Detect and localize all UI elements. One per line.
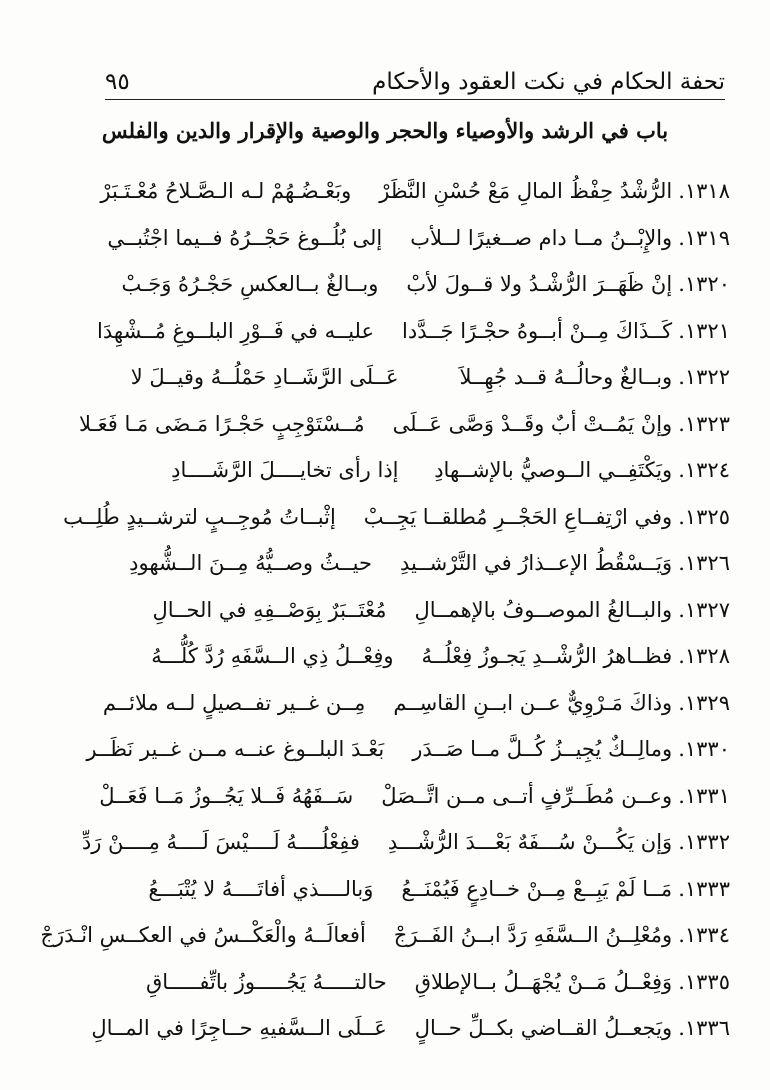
verse-list bbox=[40, 168, 730, 1052]
verse-second-hemistich: حيــثُ وصــيُّهُ مِــنَ الــشُّهودِ bbox=[129, 551, 372, 576]
chapter-title: باب في الرشد والأوصياء والحجر والوصية والإقرار والدين والفلس bbox=[101, 118, 669, 143]
page-number: ٩٥ bbox=[105, 69, 130, 95]
verse-line bbox=[95, 633, 730, 680]
verse-second-hemistich: بَعْـدَ البلــوغ عنــه مــن غــير نَظَــر bbox=[86, 737, 385, 762]
verse-first-text: الرُّشْدُ حِفْظُ المالِ مَعْ حُسْنِ النَّظَرْ bbox=[379, 179, 673, 204]
verse-line bbox=[63, 494, 730, 541]
verse-number: ١٣٣١. bbox=[678, 783, 730, 808]
verse-line bbox=[95, 447, 730, 494]
verse-first-hemistich bbox=[427, 458, 731, 482]
verse-second-hemistich: وفِعْــلُ ذِي الــسَّفَهِ رُدَّ كُلُّـــهُ bbox=[151, 644, 394, 669]
verse-first-hemistich bbox=[406, 272, 730, 296]
verse-first-hemistich bbox=[393, 412, 730, 436]
verse-first-text: وإنْ يَمُــتْ أبٌ وقَــدْ وَصَّى عَــلَى bbox=[392, 411, 673, 436]
verse-first-text: وفي ارْتِفــاعِ الحَجْــرِ مُطلقــا يَجِــبْ bbox=[363, 504, 673, 529]
verse-number: ١٣٢٩. bbox=[678, 690, 730, 715]
verse-second-hemistich: حالتـــــهُ يَجُـــــوزُ باتِّفـــــاقِ bbox=[145, 969, 387, 994]
verse-number: ١٣٢٦. bbox=[678, 551, 730, 576]
verse-first-hemistich bbox=[379, 179, 730, 203]
verse-line bbox=[78, 401, 730, 448]
verse-first-hemistich bbox=[427, 365, 731, 389]
verse-first-text: وعــن مُطَــرِّفٍ أتــى مــن اتَّــصَلْ bbox=[381, 783, 673, 808]
verse-line bbox=[95, 354, 730, 401]
verse-first-text: وذاكَ مَـرْوِيٌّ عــن ابــنِ القاسِــم bbox=[393, 690, 673, 715]
verse-line bbox=[95, 959, 730, 1006]
verse-first-hemistich bbox=[415, 1016, 730, 1040]
verse-line bbox=[86, 726, 730, 773]
verse-first-hemistich bbox=[401, 877, 730, 901]
verse-first-text: كَــذَاكَ مِــنْ أبــوهُ حجْـرًا جَــدَّدا bbox=[402, 318, 673, 343]
verse-line bbox=[40, 912, 730, 959]
verse-second-hemistich: مِــن غــير تفــصيلٍ لــه ملائــم bbox=[102, 690, 366, 715]
verse-number: ١٣٣٠. bbox=[678, 737, 730, 762]
verse-line bbox=[95, 168, 730, 215]
verse-first-text: والإِبْــنُ مــا دام صــغيرًا لــلأب bbox=[410, 225, 673, 250]
verse-first-hemistich bbox=[402, 319, 730, 343]
verse-number: ١٣٣٦. bbox=[678, 1016, 730, 1041]
verse-number: ١٣٢٣. bbox=[678, 411, 730, 436]
verse-first-hemistich bbox=[381, 784, 730, 808]
verse-line bbox=[95, 773, 730, 820]
verse-line bbox=[95, 587, 730, 634]
verse-first-text: ومُعْلِــنُ الــسَّفَهِ رَدَّ ابــنُ الفَــرَجْ bbox=[393, 923, 673, 948]
verse-line bbox=[91, 1005, 730, 1052]
verse-second-hemistich: وبَعْـضُـهُمْ لـه الـصَّـلاحُ مُعْـتَـبَرْ bbox=[100, 179, 352, 204]
verse-first-hemistich bbox=[422, 644, 730, 668]
verse-second-hemistich: مُــسْتَوْجِبٍ حَجْـرًا مَـضَى مَـا فَعَـلا bbox=[78, 411, 365, 436]
verse-number: ١٣٢٧. bbox=[678, 597, 730, 622]
verse-first-hemistich bbox=[414, 598, 730, 622]
verse-number: ١٣٢١. bbox=[678, 318, 730, 343]
verse-first-text: فظــاهرُ الرُّشْــدِ يَجـوزُ فِعْلُــهُ bbox=[421, 644, 673, 669]
verse-first-text: ويَكْتَفِــي الــوصيُّ بالإشــهادِ bbox=[434, 458, 673, 483]
verse-second-hemistich: وبــالغٌ بــالعكسِ حَجْـرُهُ وَجَـبْ bbox=[121, 272, 379, 297]
verse-first-hemistich bbox=[412, 737, 730, 761]
verse-number: ١٣٢٠. bbox=[678, 272, 730, 297]
verse-line bbox=[81, 819, 730, 866]
verse-number: ١٣١٨. bbox=[678, 179, 730, 204]
book-title: تحفة الحكام في نكت العقود والأحكام bbox=[372, 69, 725, 95]
verse-first-hemistich bbox=[393, 691, 730, 715]
verse-first-text: وَإن يَكُـــنْ سُـــفَهٌ بَعْـــدَ الرُّشْـــدِ bbox=[387, 830, 673, 855]
verse-second-hemistich: ففِعْلُــــهُ لَــــيْسَ لَــــهُ مِــــنْ رَدِّ bbox=[81, 830, 360, 855]
verse-first-hemistich bbox=[415, 970, 730, 994]
verse-line bbox=[95, 540, 730, 587]
verse-first-text: ومالِــكٌ يُجِيــزُ كُــلَّ مــا صَــدَر bbox=[412, 737, 673, 762]
verse-number: ١٣٣٢. bbox=[678, 830, 730, 855]
verse-second-hemistich: أفعالَــهُ والْعَكْــسُ في العكــسِ انْـدَرَجْ bbox=[40, 923, 366, 948]
verse-line bbox=[95, 261, 730, 308]
verse-number: ١٣٢٤. bbox=[678, 458, 730, 483]
verse-second-hemistich: عَــلَى الرَّشَــادِ حَمْلُــهُ وقيــلَ لا bbox=[130, 365, 399, 390]
verse-first-hemistich bbox=[400, 551, 730, 575]
verse-first-hemistich bbox=[394, 923, 730, 947]
verse-first-text: والبــالغُ الموصــوفُ بالإهمــالِ bbox=[414, 597, 673, 622]
verse-first-text: وبــالغٌ وحالُــهُ قــد جُهِــلاَ bbox=[459, 365, 673, 390]
verse-second-hemistich: إثْبــاتُ مُوجِــبٍ لترشــيدٍ طُلِــب bbox=[63, 504, 336, 529]
verse-second-hemistich: عليــه في فَــوْرِ البلــوغِ مُــشْهِدَا bbox=[97, 318, 375, 343]
verse-second-hemistich: سَــفَهُهُ فَــلا يَجُــوزُ مَــا فَعَــلْ bbox=[99, 783, 354, 808]
verse-number: ١٣٣٤. bbox=[678, 923, 730, 948]
verse-second-hemistich: وَبالــــذي أفاتَــــهُ لا يُتْبَـــعُ bbox=[148, 876, 374, 901]
verse-first-text: إنْ ظَهَــرَ الرُّشْـدُ ولا قــولَ لأبْ bbox=[406, 272, 673, 297]
verse-number: ١٣٢٢. bbox=[678, 365, 730, 390]
verse-first-text: وَفِعْــلُ مَــنْ يُجْهَــلُ بــالإطلاقِ bbox=[414, 969, 673, 994]
verse-line bbox=[95, 680, 730, 727]
verse-second-hemistich: مُعْتَــبَرٌ بِوَصْــفِهِ في الحــالِ bbox=[152, 597, 387, 622]
verse-number: ١٣٢٥. bbox=[678, 504, 730, 529]
verse-line bbox=[95, 866, 730, 913]
verse-first-text: مَــا لَمْ يَبِــعْ مِــنْ خــادِعٍ فَيُمْنَــعُ bbox=[401, 876, 673, 901]
verse-line bbox=[95, 215, 730, 262]
verse-first-text: وَيَــسْقُطُ الإعــذارُ في التَّرْشــيدِ bbox=[399, 551, 673, 576]
verse-first-hemistich bbox=[364, 505, 730, 529]
verse-first-hemistich bbox=[388, 830, 730, 854]
verse-first-hemistich bbox=[410, 226, 730, 250]
verse-first-text: ويَجعــلُ القــاضي بكــلِّ حــالٍ bbox=[414, 1016, 673, 1041]
verse-number: ١٣١٩. bbox=[678, 225, 730, 250]
verse-number: ١٣٣٥. bbox=[678, 969, 730, 994]
verse-second-hemistich: إلى بُلُــوغ حَجْــرُهُ فــيما اجْتُبــي bbox=[107, 225, 383, 250]
verse-number: ١٣٢٨. bbox=[678, 644, 730, 669]
verse-line bbox=[95, 308, 730, 355]
verse-number: ١٣٣٣. bbox=[678, 876, 730, 901]
verse-second-hemistich: عَــلَى الــسَّفيهِ حــاجِرًا في المــالِ bbox=[91, 1016, 387, 1041]
running-header bbox=[105, 62, 725, 100]
verse-second-hemistich: إذا رأى تخايــــلَ الرَّشَــــادِ bbox=[171, 458, 399, 483]
